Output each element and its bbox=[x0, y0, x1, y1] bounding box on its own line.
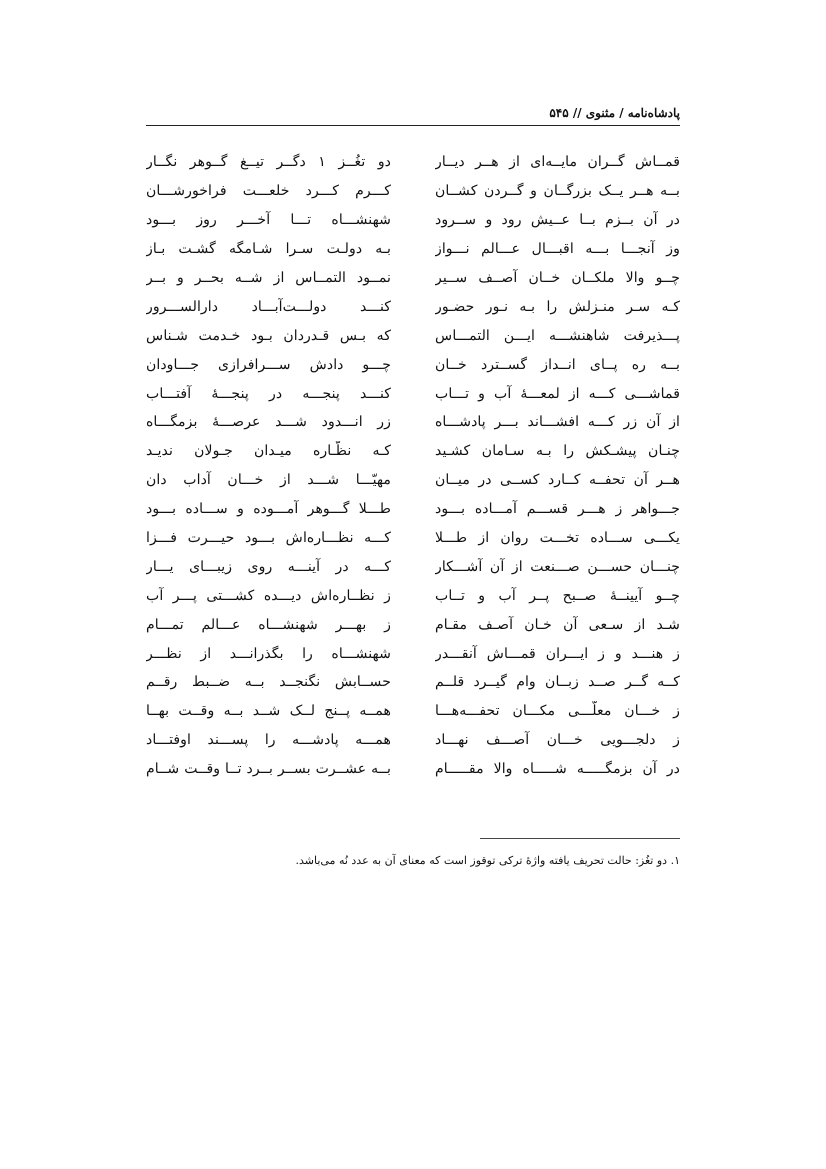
first-hemistich: چنـان پیشـکش را بـه سـامان کشـید bbox=[435, 443, 680, 460]
second-hemistich: طـــلا گـــوهر آمـــوده و ســـاده بـــود bbox=[146, 501, 391, 518]
couplet-row bbox=[146, 726, 680, 755]
first-hemistich: یکـــی ســـاده تخـــت روان از طـــلا bbox=[435, 530, 680, 547]
poem-body bbox=[146, 148, 680, 784]
second-hemistich: شهنشـــاه تـــا آخـــر روز بـــود bbox=[146, 212, 391, 229]
couplet-row bbox=[146, 697, 680, 726]
running-header: پادشاه‌نامه / مثنوی // ۵۴۵ bbox=[549, 106, 680, 120]
couplet-row bbox=[146, 668, 680, 697]
second-hemistich: کنـــد پنجـــه در پنجـــهٔ آفتـــاب bbox=[146, 385, 391, 402]
footnote: ۱. دو تغُز: حالت تحریف یافته واژهٔ ترکی توقوز است که معنای آن به عدد نُه می‌باشد. bbox=[295, 854, 680, 867]
first-hemistich: چنـــان حســـن صـــنعت از آن آشـــکار bbox=[435, 558, 680, 575]
first-hemistich: کـه سـر منـزلش را بـه نـور حضـور bbox=[435, 298, 680, 315]
second-hemistich: همـــه پادشـــه را پســـند اوفتـــاد bbox=[146, 732, 391, 749]
first-hemistich: ز خـــان معلّـــی مکـــان تحفـــه‌هـــا bbox=[435, 703, 680, 720]
second-hemistich: زر انـــدود شـــد عرصـــهٔ بزمگـــاه bbox=[146, 414, 391, 431]
couplet-row bbox=[146, 552, 680, 581]
couplet-row bbox=[146, 292, 680, 321]
couplet-row bbox=[146, 321, 680, 350]
couplet-row bbox=[146, 235, 680, 264]
couplet-row bbox=[146, 495, 680, 524]
first-hemistich: ز دلجـــویی خـــان آصـــف نهـــاد bbox=[435, 732, 680, 749]
first-hemistich: قماشـــی کـــه از لمعـــهٔ آب و تـــاب bbox=[435, 385, 680, 402]
couplet-row bbox=[146, 437, 680, 466]
second-hemistich: ز بهـــر شهنشـــاه عـــالم تمـــام bbox=[146, 616, 391, 633]
second-hemistich: ز نظــاره‌اش دیـــده کشـــتی پـــر آب bbox=[146, 587, 391, 604]
couplet-row bbox=[146, 524, 680, 553]
couplet-row bbox=[146, 755, 680, 784]
first-hemistich: قمــاش گــران مایــه‌ای از هــر دیــار bbox=[435, 154, 680, 171]
second-hemistich: کـه نظّـاره میـدان جـولان ندیـد bbox=[146, 443, 391, 460]
first-hemistich: ز هنـــد و ز ایـــران قمـــاش آنقـــدر bbox=[435, 645, 680, 662]
second-hemistich: نمــود التمــاس از شــه بحــر و بــر bbox=[146, 270, 391, 286]
first-hemistich: از آن زر کـــه افشـــاند بـــر پادشـــاه bbox=[435, 414, 680, 431]
first-hemistich: در آن بــزم بــا عــیش رود و ســرود bbox=[435, 212, 680, 229]
second-hemistich: کنـــد دولـــت‌آبـــاد دارالســـرور bbox=[146, 298, 391, 315]
couplet-row bbox=[146, 148, 680, 177]
second-hemistich: مهیّـــا شـــد از خـــان آداب دان bbox=[146, 472, 391, 489]
second-hemistich: چـــو دادش ســـرافرازی جـــاودان bbox=[146, 356, 391, 373]
second-hemistich: حســابش نگنجــد بــه ضــبط رقــم bbox=[146, 674, 391, 691]
first-hemistich: شـد از سـعی آن خـان آصـف مقـام bbox=[435, 616, 680, 633]
couplet-row bbox=[146, 610, 680, 639]
second-hemistich: همــه پــنج لــک شــد بــه وقــت بهــا bbox=[146, 703, 391, 720]
couplet-row bbox=[146, 379, 680, 408]
first-hemistich: وز آنجـــا بـــه اقبـــال عـــالم نـــواز bbox=[435, 241, 680, 258]
couplet-row bbox=[146, 264, 680, 293]
footnote-rule bbox=[480, 838, 680, 839]
first-hemistich: بــه هــر یــک بزرگــان و گــردن کشــان bbox=[435, 183, 680, 200]
second-hemistich: شهنشـــاه را بگذرانـــد از نظـــر bbox=[146, 645, 391, 662]
first-hemistich: کــه گــر صــد زبــان وام گیــرد قلــم bbox=[435, 674, 680, 691]
couplet-row bbox=[146, 581, 680, 610]
couplet-row bbox=[146, 350, 680, 379]
first-hemistich: چــو آیینــهٔ صــبح پــر آب و تــاب bbox=[435, 587, 680, 604]
first-hemistich: چــو والا ملکــان خــان آصــف ســیر bbox=[435, 270, 680, 286]
second-hemistich: کـــه در آینـــه روی زیبـــای یـــار bbox=[146, 558, 391, 575]
couplet-row bbox=[146, 408, 680, 437]
couplet-row bbox=[146, 177, 680, 206]
second-hemistich: بــه عشــرت بســر بــرد تــا وقــت شــام bbox=[146, 761, 391, 778]
first-hemistich: هــر آن تحفــه کــارد کســی در میــان bbox=[435, 472, 680, 489]
header-rule bbox=[146, 125, 680, 126]
couplet-row bbox=[146, 466, 680, 495]
second-hemistich: کـــرم کـــرد خلعـــت فراخورشـــان bbox=[146, 183, 391, 200]
couplet-row bbox=[146, 206, 680, 235]
first-hemistich: در آن بزمگـــــه شـــــاه والا مقـــــام bbox=[435, 761, 680, 778]
first-hemistich: بــه ره پــای انــداز گســترد خــان bbox=[435, 356, 680, 373]
first-hemistich: پـــذیرفت شاهنشـــه ایـــن التمـــاس bbox=[435, 327, 680, 344]
second-hemistich: که بـس قـدردان بـود خـدمت شـناس bbox=[146, 327, 391, 344]
second-hemistich: بـه دولـت سـرا شـامگه گشـت بـاز bbox=[146, 241, 391, 258]
couplet-row bbox=[146, 639, 680, 668]
second-hemistich: دو تغُــز ۱ دگــر تیــغ گــوهر نگــار bbox=[146, 154, 391, 171]
first-hemistich: جـــواهر ز هـــر قســـم آمـــاده بـــود bbox=[435, 501, 680, 518]
second-hemistich: کـــه نظـــاره‌اش بـــود حیـــرت فـــزا bbox=[146, 530, 391, 547]
